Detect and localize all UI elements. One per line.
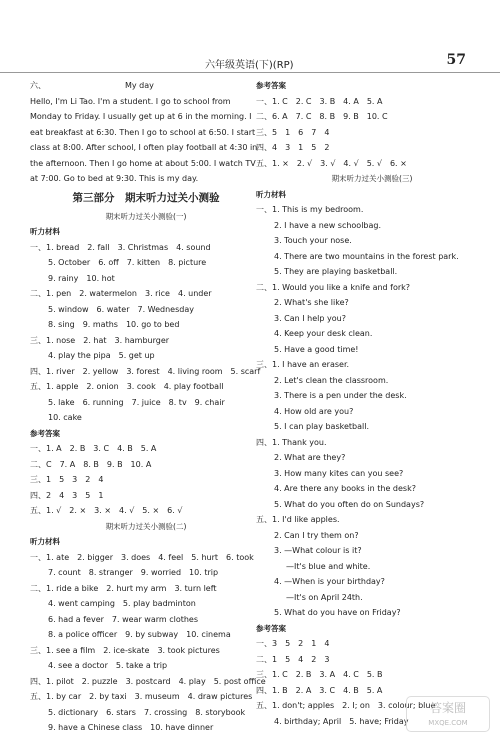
answer-line: 6. had a fever 7. wear warm clothes: [48, 614, 199, 624]
answer-line: —It's on April 24th.: [286, 592, 363, 602]
answer-line: 五、1. √ 2. × 3. × 4. √ 5. × 6. √: [30, 506, 183, 515]
answer-line: 7. count 8. stranger 9. worried 10. trip: [48, 568, 219, 577]
answer-line: 8. a police officer 9. by subway 10. cinema: [48, 630, 231, 639]
answer-line: 3. —What colour is it?: [274, 546, 362, 555]
part-title: 第三部分 期末听力过关小测验: [72, 191, 220, 204]
answer-line: 二、1. pen 2. watermelon 3. rice 4. under: [30, 289, 212, 298]
answer-line: 4. see a doctor 5. take a trip: [48, 661, 168, 670]
answer-line: 8. sing 9. maths 10. go to bed: [48, 320, 180, 329]
answer-line: 2. What are they?: [274, 453, 346, 462]
answer-line: 4. went camping 5. play badminton: [48, 599, 196, 608]
answer-line: 二、1. ride a bike 2. hurt my arm 3. turn left: [30, 583, 217, 593]
quiz3-listen-label: 听力材料: [256, 189, 286, 199]
answer-line: 一、1. This is my bedroom.: [256, 205, 364, 214]
answer-line: 4. Keep your desk clean.: [274, 329, 373, 338]
quiz2-listen-label: 听力材料: [30, 537, 60, 546]
answer-line: 三、1. nose 2. hat 3. hamburger: [30, 335, 170, 345]
answer-line: 4. play the pipa 5. get up: [48, 351, 155, 360]
answer-line: 二、1. Would you like a knife and fork?: [256, 282, 411, 292]
answer-line: 三、1 5 3 2 4: [30, 475, 104, 484]
answer-line: 3. Can I help you?: [274, 313, 346, 323]
answer-line: 9. rainy 10. hot: [48, 273, 115, 283]
answer-line: 4. birthday; April 5. have; Friday: [274, 716, 409, 726]
answer-line: 10. cake: [48, 413, 82, 422]
answer-line: 4. Are there any books in the desk?: [274, 484, 416, 493]
answer-line: 2. I have a new schoolbag.: [274, 220, 382, 230]
answer-line: 五、1. apple 2. onion 3. cook 4. play football: [30, 382, 224, 391]
answer-line: 4. There are two mountains in the forest park.: [274, 251, 459, 261]
answer-line: 二、6. A 7. C 8. B 9. B 10. C: [256, 112, 388, 121]
watermark-logo: [406, 696, 490, 732]
quiz3-title: 期末听力过关小测验(三): [331, 174, 413, 183]
quiz1-answers-label: 参考答案: [30, 428, 60, 438]
quiz2-title: 期末听力过关小测验(二): [105, 521, 187, 531]
answer-line: 3. There is a pen under the desk.: [274, 391, 407, 400]
essay-text: Hello, I'm Li Tao. I'm a student. I go to school from Monday to Friday. I usually get up at 6 in the morning. I eat breakfast at 6:30. Then I go to school at 6:50. I start class at 8:00. After school, I often play football at 4:30 in the afternoon. Then I go home at about 5:00. I watch TV at 7:00. Go to bed at 9:30. This is my day.: [30, 96, 258, 183]
essay-title: My day: [125, 81, 154, 90]
answer-line: 5. What do you have on Friday?: [274, 608, 401, 617]
answer-line: 三、5 1 6 7 4: [256, 127, 330, 137]
answer-line: 一、1. A 2. B 3. C 4. B 5. A: [30, 444, 157, 453]
answer-line: 一、1. C 2. C 3. B 4. A 5. A: [256, 96, 383, 106]
answer-line: 2. Can I try them on?: [274, 530, 359, 540]
answer-line: 五、1. don't; apples 2. I; on 3. colour; blue: [256, 701, 436, 710]
answer-line: 四、4 3 1 5 2: [256, 143, 330, 152]
answer-line: 二、C 7. A 8. B 9. B 10. A: [30, 459, 152, 469]
answer-line: 五、1. I'd like apples.: [256, 515, 340, 524]
answer-line: 2. Let's clean the classroom.: [274, 375, 389, 385]
answer-line: 3. How many kites can you see?: [274, 468, 404, 478]
answer-line: 3. Touch your nose.: [274, 236, 352, 245]
quiz0-answers-label: 参考答案: [256, 81, 286, 90]
answer-line: 5. What do you often do on Sundays?: [274, 499, 425, 509]
quiz3-answers-label: 参考答案: [256, 623, 286, 633]
quiz1-listen-label: 听力材料: [30, 227, 60, 236]
answer-line: 四、1. Thank you.: [256, 437, 327, 447]
answer-line: 二、1 5 4 2 3: [256, 654, 330, 664]
page-number: 57: [446, 52, 466, 68]
answer-line: 5. October 6. off 7. kitten 8. picture: [48, 258, 207, 267]
watermark-main: 答案圈: [429, 701, 466, 715]
left-column: [30, 78, 266, 736]
answer-line: 5. lake 6. running 7. juice 8. tv 9. chair: [48, 397, 225, 407]
answer-line: 5. dictionary 6. stars 7. crossing 8. storybook: [48, 707, 246, 717]
answer-line: 一、1. bread 2. fall 3. Christmas 4. sound: [30, 242, 211, 252]
answer-line: 三、1. I have an eraser.: [256, 360, 350, 369]
answer-line: 四、2 4 3 5 1: [30, 490, 104, 500]
answer-line: 5. I can play basketball.: [274, 422, 369, 431]
answer-line: 一、3 5 2 1 4: [256, 639, 330, 648]
section-six-heading: [30, 78, 262, 94]
answer-line: 五、1. × 2. √ 3. √ 4. √ 5. √ 6. ×: [256, 158, 407, 168]
answer-line: 5. They are playing basketball.: [274, 267, 398, 276]
answer-line: 5. Have a good time!: [274, 344, 359, 354]
answer-line: 三、1. see a film 2. ice-skate 3. took pictures: [30, 645, 220, 655]
page-header: [0, 0, 500, 73]
answer-line: —It's blue and white.: [286, 561, 371, 571]
book-title: 六年级英语(下)(RP): [205, 60, 294, 71]
answer-line: 2. What's she like?: [274, 298, 349, 307]
answer-line: 4. —When is your birthday?: [274, 577, 385, 586]
answer-line: 三、1. C 2. B 3. A 4. C 5. B: [256, 670, 383, 679]
answer-line: 四、1. river 2. yellow 3. forest 4. living room 5. scarf: [30, 366, 261, 376]
answer-line: 5. window 6. water 7. Wednesday: [48, 304, 194, 314]
answer-line: 四、1. B 2. A 3. C 4. B 5. A: [256, 685, 383, 695]
answer-line: 4. How old are you?: [274, 406, 354, 416]
watermark-sub: MXQE.COM: [428, 719, 468, 727]
right-column: [256, 78, 488, 729]
answer-line: 五、1. by car 2. by taxi 3. museum 4. draw pictures: [30, 692, 253, 701]
section-six-label: 六、: [30, 81, 46, 90]
quiz1-title: 期末听力过关小测验(一): [105, 211, 187, 221]
answer-line: 9. have a Chinese class 10. have dinner: [48, 723, 214, 732]
answer-line: 四、1. pilot 2. puzzle 3. postcard 4. play 5. post office: [30, 676, 266, 686]
answer-line: 一、1. ate 2. bigger 3. does 4. feel 5. hurt 6. took: [30, 552, 254, 562]
